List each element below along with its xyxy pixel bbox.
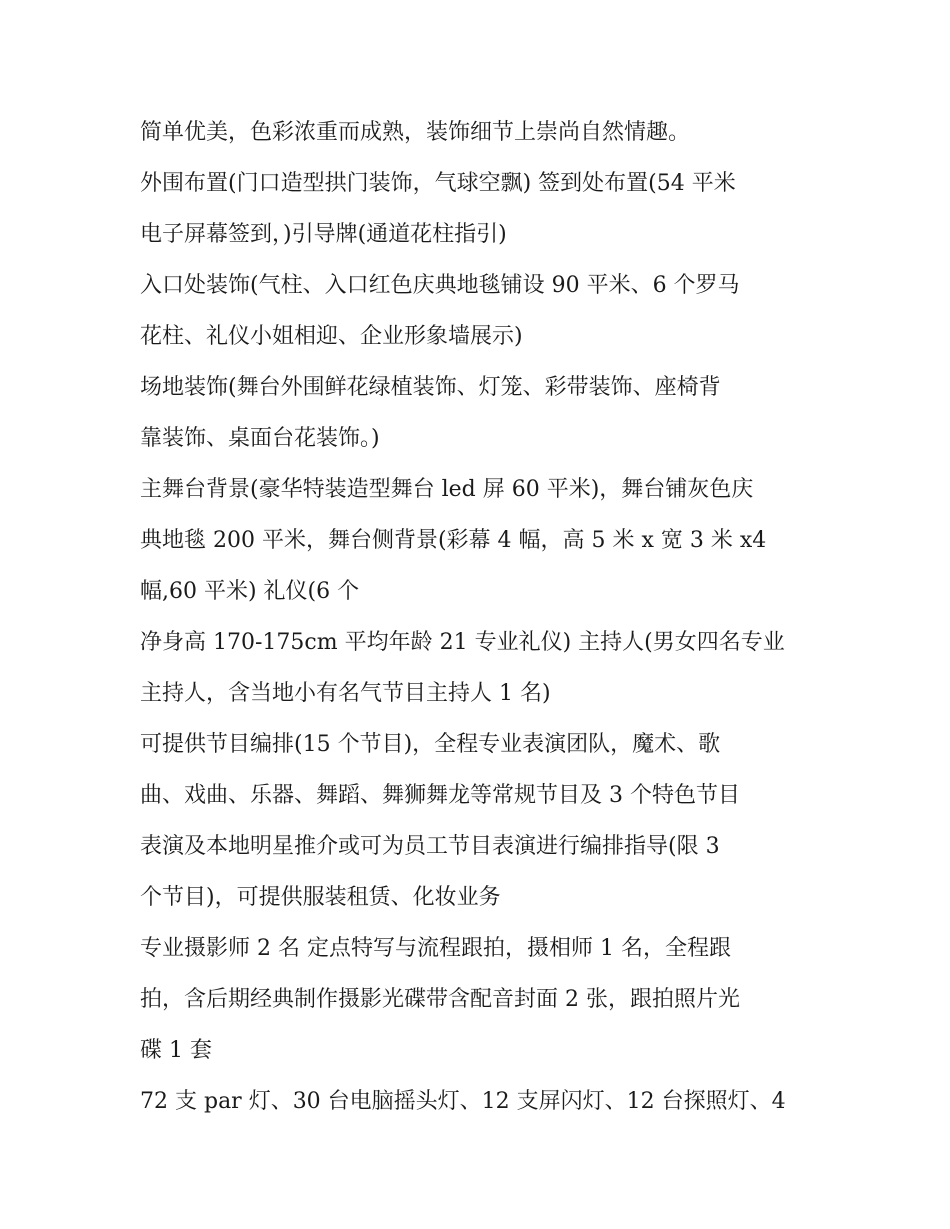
text-line: 入口处装饰(气柱、入口红色庆典地毯铺设 90 平米、6 个罗马 — [140, 273, 740, 298]
text-line: 场地装饰(舞台外围鲜花绿植装饰、灯笼、彩带装饰、座椅背 — [140, 375, 721, 400]
text-line: 靠装饰、桌面台花装饰。) — [140, 426, 380, 451]
text-line: 72 支 par 灯、30 台电脑摇头灯、12 支屏闪灯、12 台探照灯、4 — [140, 1089, 786, 1114]
text-line: 主舞台背景(豪华特装造型舞台 led 屏 60 平米)，舞台铺灰色庆 — [140, 477, 754, 502]
text-line: 典地毯 200 平米，舞台侧背景(彩幕 4 幅，高 5 米 x 宽 3 米 x4 — [140, 528, 767, 553]
text-line: 专业摄影师 2 名 定点特写与流程跟拍，摄相师 1 名，全程跟 — [140, 936, 731, 961]
text-line: 幅,60 平米) 礼仪(6 个 — [140, 579, 360, 604]
text-line: 净身高 170-175cm 平均年龄 21 专业礼仪) 主持人(男女四名专业 — [140, 630, 785, 655]
text-line: 外围布置(门口造型拱门装饰，气球空飘) 签到处布置(54 平米 — [140, 171, 736, 196]
text-line: 个节目)，可提供服装租赁、化妆业务 — [140, 885, 501, 910]
text-line: 拍，含后期经典制作摄影光碟带含配音封面 2 张，跟拍照片光 — [140, 987, 740, 1012]
text-line: 简单优美，色彩浓重而成熟，装饰细节上崇尚自然情趣。 — [140, 120, 691, 145]
text-line: 花柱、礼仪小姐相迎、企业形象墙展示) — [140, 324, 523, 349]
text-line: 电子屏幕签到，)引导牌(通道花柱指引) — [140, 222, 507, 247]
text-line: 主持人，含当地小有名气节目主持人 1 名) — [140, 681, 551, 706]
document-body — [140, 107, 820, 1127]
text-line: 表演及本地明星推介或可为员工节目表演进行编排指导(限 3 — [140, 834, 720, 859]
text-line: 碟 1 套 — [140, 1038, 212, 1063]
text-line: 曲、戏曲、乐器、舞蹈、舞狮舞龙等常规节目及 3 个特色节目 — [140, 783, 740, 808]
text-line: 可提供节目编排(15 个节目)，全程专业表演团队，魔术、歌 — [140, 732, 721, 757]
